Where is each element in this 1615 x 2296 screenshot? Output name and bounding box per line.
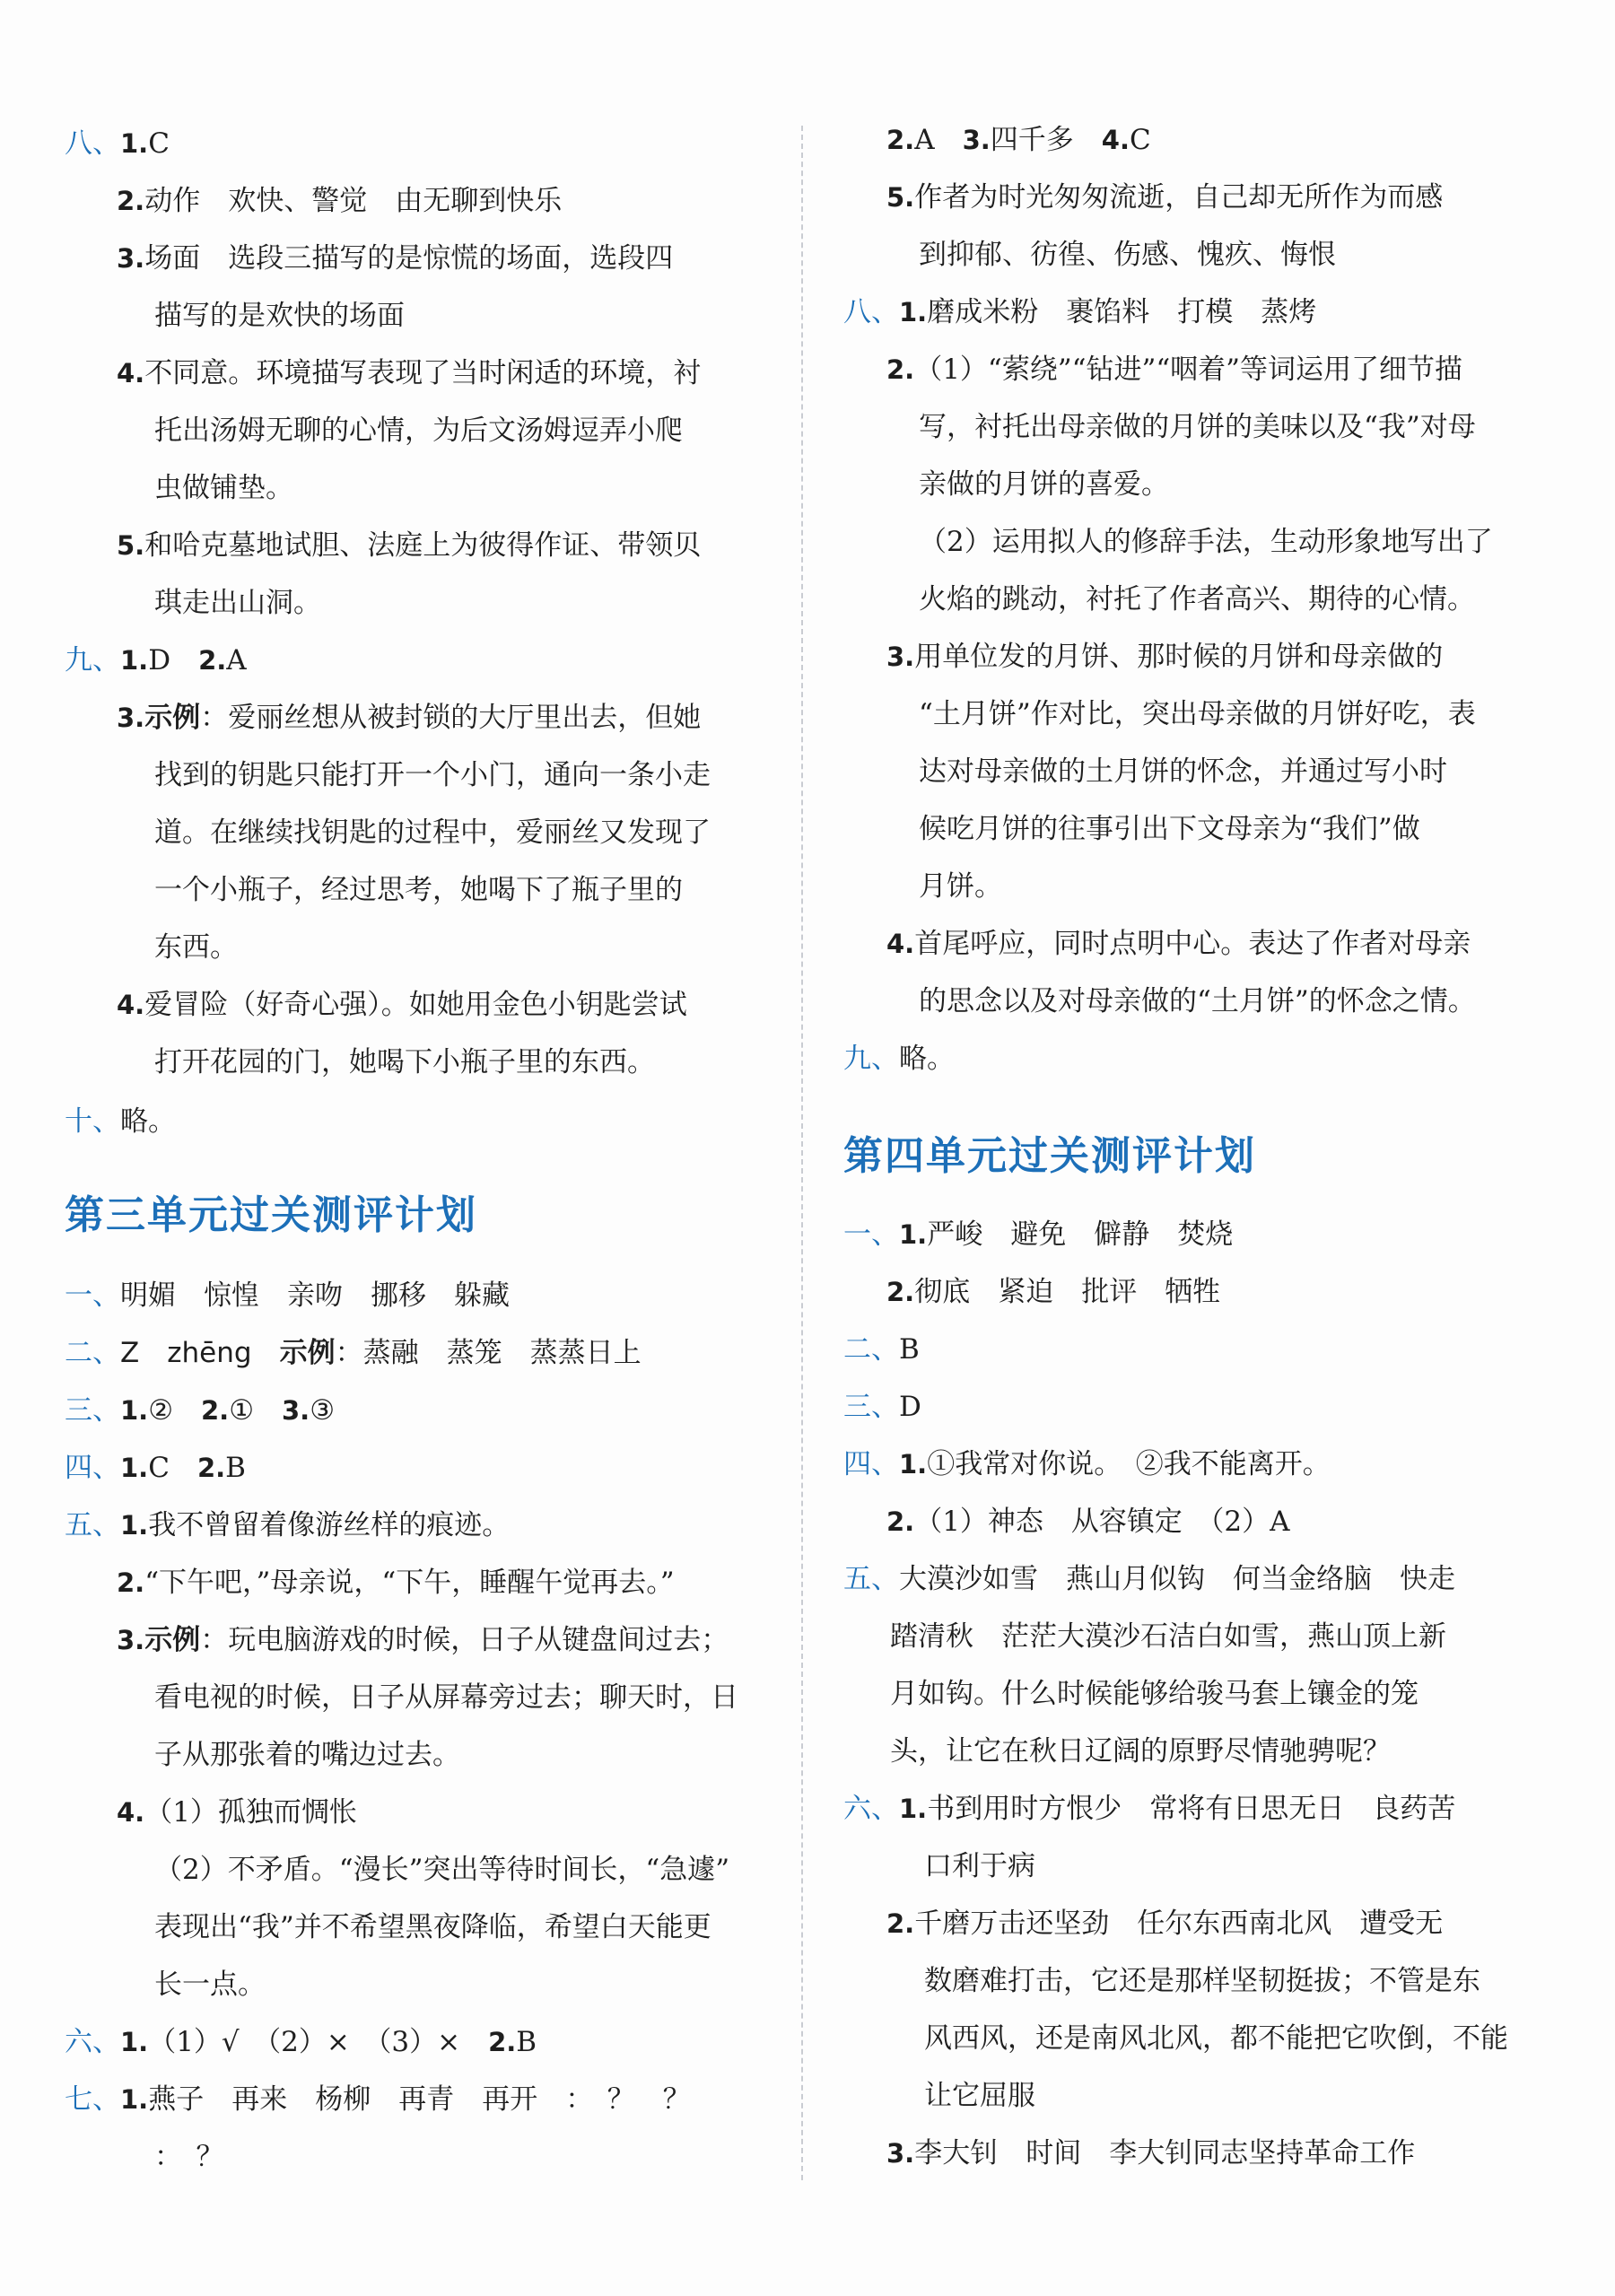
answer-line — [117, 1794, 357, 1830]
answer-text: （1）孤独而惆怅 — [144, 1796, 357, 1829]
question-number: 5. — [117, 530, 145, 561]
section-mark: 五、 — [65, 1509, 120, 1541]
answer-text: 略。 — [120, 1105, 176, 1138]
answer-text: A — [226, 644, 247, 677]
answer-line: 子从那张着的嘴边过去。 — [154, 1739, 460, 1771]
answer-text: 爱冒险（好奇心强）。如她用金色小钥匙尝试 — [144, 989, 687, 1021]
answer-line: 踏清秋 茫茫大漠沙石洁白如雪，燕山顶上新 — [890, 1620, 1446, 1653]
question-number: 1. — [899, 297, 928, 327]
answer-line — [65, 1104, 176, 1139]
column-divider — [801, 126, 803, 2180]
answer-line — [65, 642, 247, 678]
answer-line: “土月饼”作对比，突出母亲做的月饼好吃，表 — [919, 698, 1476, 730]
answer-line: 找到的钥匙只能打开一个小门，通向一条小走 — [154, 759, 711, 791]
answer-line: 亲做的月饼的喜爱。 — [919, 468, 1169, 501]
answer-text: C — [148, 127, 170, 160]
answer-line — [65, 126, 170, 162]
answer-text: 燕子 再来 杨柳 再青 再开 ： ？ ？ — [148, 2083, 691, 2116]
answer-line: 一个小瓶子，经过思考，她喝下了瓶子里的 — [154, 874, 683, 906]
answer-line: 表现出“我”并不希望黑夜降临，希望白天能更 — [154, 1911, 711, 1943]
unit-heading: 第四单元过关测评计划 — [843, 1133, 1256, 1179]
question-number: 3. — [117, 243, 145, 274]
answer-line — [843, 1041, 955, 1077]
answer-text: B — [516, 2026, 537, 2058]
section-mark: 三、 — [65, 1394, 120, 1427]
question-number: 2. — [886, 1277, 915, 1307]
answer-text: 略。 — [899, 1043, 955, 1075]
question-number: 2. — [886, 1506, 915, 1537]
answer-text: （1）√ （2）× （3）× — [148, 2026, 489, 2058]
answer-line — [843, 294, 1316, 330]
answer-text: （1）“萦绕”“钻进”“咽着”等词运用了细节描 — [914, 354, 1463, 386]
answer-text: ：蒸融 蒸笼 蒸蒸日上 — [335, 1337, 642, 1369]
answer-text: B — [225, 1452, 246, 1484]
answer-text: ② — [148, 1394, 173, 1427]
answer-line — [117, 1565, 675, 1601]
answer-line: ： ？ — [154, 2141, 224, 2173]
answer-line: 数磨难打击，它还是那样坚韧挺拔；不管是东 — [924, 1965, 1480, 1997]
question-number: 2. — [196, 1453, 226, 1483]
answer-text: 首尾呼应，同时点明中心。表达了作者对母亲 — [914, 928, 1471, 960]
answer-text: “下午吧，”母亲说，“下午，睡醒午觉再去。” — [144, 1567, 675, 1599]
section-mark: 八、 — [843, 296, 899, 328]
answer-line — [886, 1274, 1220, 1310]
answer-line: 看电视的时候，日子从屏幕旁过去；聊天时，日 — [154, 1681, 738, 1714]
answer-text: 动作 欢快、警觉 由无聊到快乐 — [144, 185, 563, 217]
question-number: 2. — [886, 354, 915, 385]
answer-line: 风西风，还是南风北风，都不能把它吹倒，不能 — [924, 2022, 1508, 2055]
answer-text: Z — [120, 1337, 168, 1369]
question-number: 3. — [282, 1395, 310, 1426]
answer-text: （1）神态 从容镇定 （2）A — [914, 1506, 1290, 1538]
question-number: 2. — [886, 1908, 915, 1939]
section-mark: 九、 — [65, 644, 120, 677]
answer-line — [886, 179, 1443, 215]
answer-line: 描写的是欢快的场面 — [154, 300, 405, 332]
answer-line — [65, 1450, 246, 1486]
question-number: 1. — [120, 1453, 149, 1483]
answer-text: 大漠沙如雪 燕山月似钩 何当金络脑 快走 — [899, 1563, 1455, 1595]
answer-line — [65, 2024, 537, 2060]
answer-text: 我不曾留着像游丝样的痕迹。 — [148, 1509, 511, 1541]
answer-line: （2）不矛盾。“漫长”突出等待时间长，“急遽” — [154, 1854, 730, 1886]
answer-text: C — [148, 1452, 170, 1484]
answer-line — [886, 639, 1443, 675]
answer-line — [886, 926, 1471, 962]
answer-line — [65, 1278, 510, 1314]
answer-line: 月如钩。什么时候能够给骏马套上镶金的笼 — [890, 1678, 1419, 1710]
question-number: 5. — [886, 182, 915, 213]
answer-line — [843, 1217, 1233, 1253]
section-mark: 四、 — [843, 1448, 899, 1480]
answer-line: 头，让它在秋日辽阔的原野尽情驰骋呢？ — [890, 1735, 1391, 1768]
answer-line: 长一点。 — [154, 1969, 266, 2001]
answer-line — [65, 1392, 335, 1428]
question-number: 1. — [120, 128, 149, 159]
answer-text: ①我常对你说。 ②我不能离开。 — [927, 1448, 1331, 1480]
answer-line — [843, 1389, 921, 1425]
answer-line — [886, 1504, 1290, 1540]
question-number: 4. — [117, 1797, 145, 1828]
section-mark: 五、 — [843, 1563, 899, 1595]
answer-text: ：爱丽丝想从被封锁的大厅里出去，但她 — [200, 702, 702, 734]
question-number: 1. — [899, 1219, 928, 1250]
section-mark: 三、 — [843, 1391, 899, 1423]
question-number: 2. — [198, 645, 227, 676]
answer-text: 四千多 — [990, 124, 1074, 156]
answer-text: D — [148, 644, 171, 677]
section-mark: 一、 — [843, 1218, 899, 1251]
answer-line: 道。在继续找钥匙的过程中，爱丽丝又发现了 — [154, 816, 711, 849]
answer-line — [65, 2082, 691, 2117]
answer-line — [886, 352, 1462, 388]
section-mark: 九、 — [843, 1043, 899, 1075]
answer-text: 作者为时光匆匆流逝，自己却无所作为而感 — [914, 181, 1444, 214]
answer-line: 口利于病 — [924, 1850, 1035, 1882]
question-number: 2. — [886, 125, 915, 155]
answer-line: 的思念以及对母亲做的“土月饼”的怀念之情。 — [919, 985, 1476, 1017]
section-mark: 二、 — [65, 1337, 120, 1369]
answer-text: 严峻 避免 僻静 焚烧 — [927, 1218, 1234, 1251]
section-mark: 一、 — [65, 1279, 120, 1312]
answer-line — [886, 1906, 1443, 1942]
answer-line: 到抑郁、彷徨、伤感、愧疚、悔恨 — [919, 239, 1336, 271]
answer-line — [117, 1622, 729, 1658]
section-mark: 六、 — [65, 2026, 120, 2058]
question-number: 1. — [899, 1449, 928, 1480]
unit-heading: 第三单元过关测评计划 — [65, 1192, 477, 1238]
answer-text: ① — [229, 1394, 254, 1427]
section-mark: 二、 — [843, 1333, 899, 1366]
answer-text: 彻底 紧迫 批评 牺牲 — [914, 1276, 1221, 1308]
answer-line: 打开花园的门，她喝下小瓶子里的东西。 — [154, 1046, 655, 1078]
answer-line — [886, 2135, 1415, 2171]
question-number: 3. — [886, 642, 915, 672]
answer-line: （2）运用拟人的修辞手法，生动形象地写出了 — [919, 526, 1493, 558]
answer-text: 千磨万击还坚劲 任尔东西南北风 遭受无 — [914, 1908, 1444, 1940]
example-keyword: 示例 — [279, 1337, 336, 1369]
question-number: 1. — [120, 1395, 149, 1426]
example-keyword: 示例 — [144, 702, 201, 734]
question-number: 1. — [120, 2084, 149, 2115]
answer-text: 书到用时方恨少 常将有日思无日 良药苦 — [927, 1793, 1456, 1825]
question-number: 2. — [117, 1567, 145, 1598]
answer-text: 和哈克墓地试胆、法庭上为彼得作证、带领贝 — [144, 529, 702, 562]
answer-line — [843, 1561, 1455, 1597]
answer-line — [843, 1791, 1455, 1827]
answer-line: 火焰的跳动，衬托了作者高兴、期待的心情。 — [919, 583, 1475, 615]
answer-line — [117, 528, 701, 563]
answer-text: 不同意。环境描写表现了当时闲适的环境，衬 — [144, 357, 702, 389]
answer-line — [117, 700, 701, 736]
section-mark: 八、 — [65, 127, 120, 160]
section-mark: 六、 — [843, 1793, 899, 1825]
question-number: 3. — [962, 125, 991, 155]
section-mark: 十、 — [65, 1105, 120, 1138]
answer-text: 磨成米粉 裹馅料 打模 蒸烤 — [927, 296, 1317, 328]
question-number: 2. — [117, 186, 145, 216]
answer-line — [117, 240, 673, 276]
answer-line: 托出汤姆无聊的心情，为后文汤姆逗弄小爬 — [154, 415, 683, 447]
answer-line — [843, 1446, 1331, 1482]
answer-line: 让它屈服 — [924, 2080, 1035, 2112]
answer-text: ：玩电脑游戏的时候，日子从键盘间过去； — [200, 1624, 729, 1656]
answer-line: 虫做铺垫。 — [154, 472, 293, 504]
question-number: 4. — [1101, 125, 1130, 155]
section-mark: 七、 — [65, 2083, 120, 2116]
answer-line: 月饼。 — [919, 870, 1002, 903]
answer-line — [886, 122, 1151, 158]
question-number: 3. — [886, 2138, 915, 2169]
question-number: 1. — [120, 1510, 149, 1541]
question-number: 1. — [120, 645, 149, 676]
answer-line: 达对母亲做的土月饼的怀念，并通过写小时 — [919, 755, 1447, 788]
question-number: 2. — [201, 1395, 230, 1426]
answer-text: D — [899, 1391, 921, 1423]
question-number: 4. — [117, 990, 145, 1020]
pinyin-text: zhēng — [167, 1337, 252, 1369]
answer-line — [117, 183, 562, 219]
answer-line — [65, 1335, 642, 1371]
question-number: 1. — [899, 1794, 928, 1824]
question-number: 4. — [886, 929, 915, 959]
answer-line: 写，衬托出母亲做的月饼的美味以及“我”对母 — [919, 411, 1476, 443]
question-number: 3. — [117, 703, 145, 733]
answer-text: ③ — [310, 1394, 335, 1427]
answer-text: 明媚 惊惶 亲吻 挪移 躲藏 — [120, 1279, 510, 1312]
question-number: 3. — [117, 1625, 145, 1655]
answer-line — [117, 987, 687, 1023]
answer-line — [843, 1331, 920, 1367]
answer-line — [65, 1507, 510, 1543]
answer-line: 琪走出山洞。 — [154, 587, 321, 619]
answer-text: 用单位发的月饼、那时候的月饼和母亲做的 — [914, 641, 1444, 673]
answer-line: 东西。 — [154, 931, 238, 964]
answer-text: B — [899, 1333, 920, 1366]
spacer — [252, 1337, 280, 1369]
example-keyword: 示例 — [144, 1624, 201, 1656]
question-number: 1. — [120, 2027, 149, 2057]
answer-text: 场面 选段三描写的是惊慌的场面，选段四 — [144, 242, 674, 275]
answer-line: 候吃月饼的往事引出下文母亲为“我们”做 — [919, 813, 1420, 845]
question-number: 4. — [117, 358, 145, 388]
question-number: 2. — [488, 2027, 517, 2057]
section-mark: 四、 — [65, 1452, 120, 1484]
answer-line — [117, 355, 701, 391]
answer-text: A — [914, 124, 935, 156]
answer-text: C — [1130, 124, 1151, 156]
answer-text: 李大钊 时间 李大钊同志坚持革命工作 — [914, 2137, 1416, 2169]
